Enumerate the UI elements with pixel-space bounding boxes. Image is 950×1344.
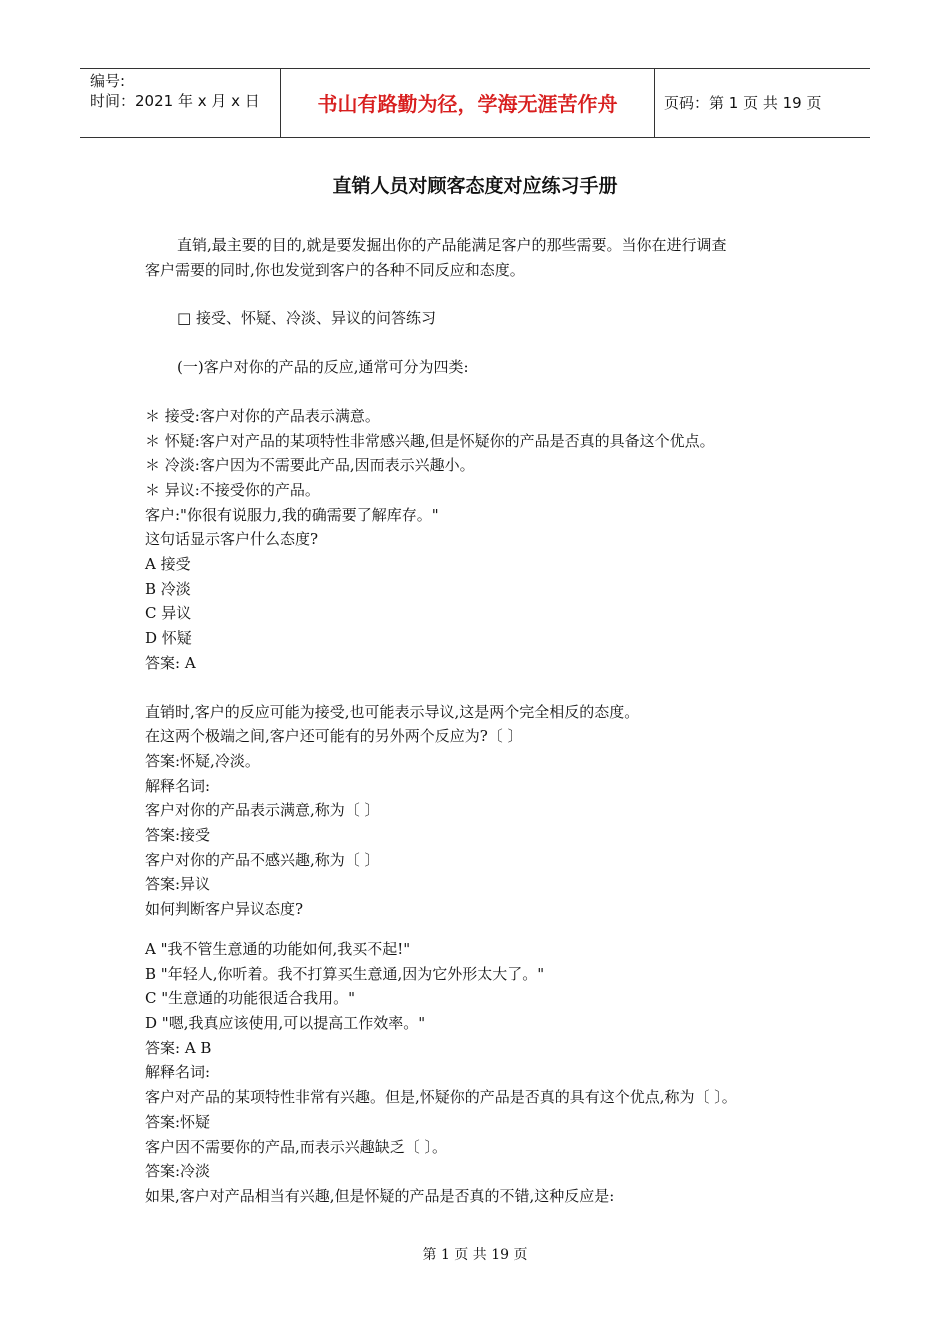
paragraph-line: 客户对产品的某项特性非常有兴趣。但是,怀疑你的产品是否真的具有这个优点,称为〔 〕。 [145,1088,737,1107]
answer-line: 答案: A [145,653,196,672]
subsection-heading: (一)客户对你的产品的反应,通常可分为四类: [177,358,469,377]
document-body [145,233,835,1209]
option-line: B "年轻人,你听着。我不打算买生意通,因为它外形太大了。" [145,964,545,983]
intro-line: 客户需要的同时,你也发觉到客户的各种不同反应和态度。 [145,260,525,279]
option-line: C 异议 [145,604,192,623]
paragraph-line: 解释名词: [145,1063,211,1082]
answer-line: 答案:异议 [145,875,211,894]
paragraph-line: 如何判断客户异议态度? [145,900,304,919]
number-label: 编号: [90,72,126,90]
document-title: 直销人员对顾客态度对应练习手册 [332,175,618,197]
option-line: C "生意通的功能很适合我用。" [145,989,356,1008]
answer-line: 答案:怀疑,冷淡。 [145,751,260,770]
option-line: D "嗯,我真应该使用,可以提高工作效率。" [145,1013,426,1032]
header-table [80,68,870,138]
paragraph-line: ＊ 异议:不接受你的产品。 [145,480,320,499]
paragraph-line: 在这两个极端之间,客户还可能有的另外两个反应为?〔 〕 [145,727,523,746]
header-meta-cell [80,69,280,137]
paragraph-line: 这句话显示客户什么态度? [145,530,319,549]
date-label: 时间：2021 年 x 月 x 日 [90,92,260,110]
paragraph-line: 客户因不需要你的产品,而表示兴趣缺乏〔 〕。 [145,1137,448,1156]
option-line: A 接受 [145,555,191,574]
paragraph-line: ＊ 冷淡:客户因为不需要此产品,因而表示兴趣小。 [145,456,475,475]
paragraph-line: 客户对你的产品不感兴趣,称为〔 〕 [145,850,380,869]
option-line: D 怀疑 [145,629,192,648]
option-line: A "我不管生意通的功能如何,我买不起!" [145,939,411,958]
page-footer: 第 1 页 共 19 页 [422,1247,528,1263]
paragraph-line: ＊ 怀疑:客户对产品的某项特性非常感兴趣,但是怀疑你的产品是否真的具备这个优点。 [145,431,715,450]
option-line: B 冷淡 [145,579,191,598]
paragraph-line: 客户对你的产品表示满意,称为〔 〕 [145,801,380,820]
intro-line: 直销,最主要的目的,就是要发掘出你的产品能满足客户的那些需要。当你在进行调查 [177,236,727,254]
page-info: 页码：第 1 页 共 19 页 [664,94,822,112]
header-page-cell [654,69,870,137]
header-motto-cell [280,69,655,137]
paragraph-line: 解释名词: [145,776,211,795]
answer-line: 答案:接受 [145,826,211,845]
paragraph-line: 如果,客户对产品相当有兴趣,但是怀疑的产品是否真的不错,这种反应是: [145,1186,615,1205]
paragraph-line: 直销时,客户的反应可能为接受,也可能表示导议,这是两个完全相反的态度。 [145,702,640,721]
motto: 书山有路勤为径，学海无涯苦作舟 [317,92,618,116]
section-heading: □ 接受、怀疑、冷淡、异议的问答练习 [177,309,436,328]
answer-line: 答案:冷淡 [145,1162,211,1181]
paragraph-line: ＊ 接受:客户对你的产品表示满意。 [145,406,380,425]
answer-line: 答案: A B [145,1038,212,1057]
paragraph-line: 客户:"你很有说服力,我的确需要了解库存。" [145,505,439,524]
answer-line: 答案:怀疑 [145,1112,211,1131]
